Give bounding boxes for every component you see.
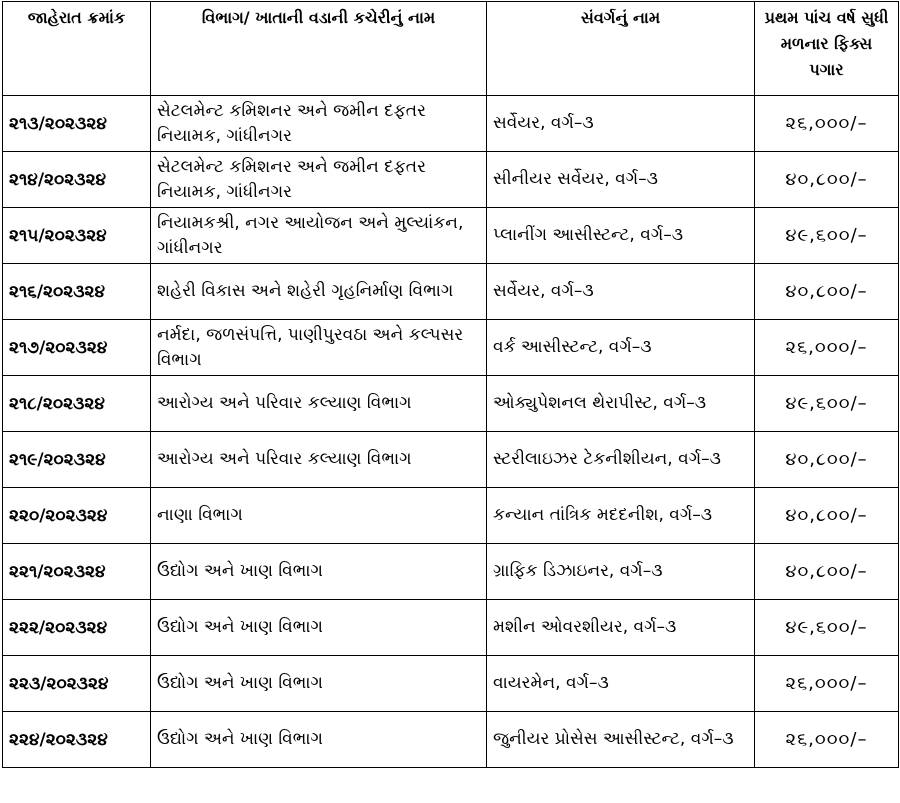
department-cell: નાણા વિભાગ [151, 488, 487, 544]
salary-cell: ૪૦,૮૦૦/– [755, 544, 899, 600]
table-row [3, 600, 899, 656]
advt-no-cell: ૨૧૭/૨૦૨૩૨૪ [3, 320, 151, 376]
salary-cell: ૨૬,૦૦૦/– [755, 320, 899, 376]
post-cell: મશીન ઓવરશીયર, વર્ગ–૩ [487, 600, 755, 656]
advt-no-cell: ૨૧૩/૨૦૨૩૨૪ [3, 96, 151, 152]
advt-no-cell: ૨૧૮/૨૦૨૩૨૪ [3, 376, 151, 432]
department-cell: નર્મદા, જળસંપત્તિ, પાણીપુરવઠા અને કલ્પસર વિભાગ [151, 320, 487, 376]
post-cell: વાયરમેન, વર્ગ–૩ [487, 656, 755, 712]
advt-no-cell: ૨૨૧/૨૦૨૩૨૪ [3, 544, 151, 600]
post-cell: પ્લાનીંગ આસીસ્ટન્ટ, વર્ગ–૩ [487, 208, 755, 264]
salary-cell: ૪૯,૬૦૦/– [755, 208, 899, 264]
post-cell: સર્વેયર, વર્ગ–૩ [487, 264, 755, 320]
table-row [3, 544, 899, 600]
table-row [3, 376, 899, 432]
header-advt-no: જાહેરાત ક્રમાંક [3, 2, 151, 96]
recruitment-table [2, 1, 899, 768]
department-cell: નિયામકશ્રી, નગર આયોજન અને મુલ્યાંકન, ગાંધીનગર [151, 208, 487, 264]
advt-no-cell: ૨૨૨/૨૦૨૩૨૪ [3, 600, 151, 656]
advt-no-cell: ૨૨૩/૨૦૨૩૨૪ [3, 656, 151, 712]
department-cell: સેટલમેન્ટ કમિશનર અને જમીન દફતર નિયામક, ગાંધીનગર [151, 96, 487, 152]
department-cell: ઉદ્યોગ અને ખાણ વિભાગ [151, 544, 487, 600]
department-cell: ઉદ્યોગ અને ખાણ વિભાગ [151, 600, 487, 656]
post-cell: જુનીયર પ્રોસેસ આસીસ્ટન્ટ, વર્ગ–૩ [487, 712, 755, 768]
advt-no-cell: ૨૧૯/૨૦૨૩૨૪ [3, 432, 151, 488]
table-row [3, 152, 899, 208]
advt-no-cell: ૨૧૬/૨૦૨૩૨૪ [3, 264, 151, 320]
table-row [3, 712, 899, 768]
department-cell: આરોગ્ય અને પરિવાર કલ્યાણ વિભાગ [151, 376, 487, 432]
post-cell: સર્વેયર, વર્ગ–૩ [487, 96, 755, 152]
salary-cell: ૪૦,૮૦૦/– [755, 432, 899, 488]
header-department: વિભાગ/ ખાતાની વડાની કચેરીનું નામ [151, 2, 487, 96]
salary-cell: ૪૦,૮૦૦/– [755, 488, 899, 544]
department-cell: શહેરી વિકાસ અને શહેરી ગૃહનિર્માણ વિભાગ [151, 264, 487, 320]
post-cell: વર્ક આસીસ્ટન્ટ, વર્ગ–૩ [487, 320, 755, 376]
header-salary: પ્રથમ પાંચ વર્ષ સુધી મળનાર ફિક્સ પગાર [755, 2, 899, 96]
table-row [3, 432, 899, 488]
salary-cell: ૪૦,૮૦૦/– [755, 152, 899, 208]
salary-cell: ૨૬,૦૦૦/– [755, 96, 899, 152]
department-cell: આરોગ્ય અને પરિવાર કલ્યાણ વિભાગ [151, 432, 487, 488]
table-row [3, 96, 899, 152]
advt-no-cell: ૨૨૦/૨૦૨૩૨૪ [3, 488, 151, 544]
department-cell: ઉદ્યોગ અને ખાણ વિભાગ [151, 712, 487, 768]
post-cell: ઓક્યુપેશનલ થેરાપીસ્ટ, વર્ગ–૩ [487, 376, 755, 432]
post-cell: કન્યાન તાંત્રિક મદદનીશ, વર્ગ–૩ [487, 488, 755, 544]
table-row [3, 208, 899, 264]
salary-cell: ૨૬,૦૦૦/– [755, 712, 899, 768]
table-row [3, 656, 899, 712]
department-cell: ઉદ્યોગ અને ખાણ વિભાગ [151, 656, 487, 712]
advt-no-cell: ૨૧૫/૨૦૨૩૨૪ [3, 208, 151, 264]
table-header-row [3, 2, 899, 96]
post-cell: ગ્રાફિક ડિઝાઇનર, વર્ગ–૩ [487, 544, 755, 600]
post-cell: સીનીયર સર્વેયર, વર્ગ–૩ [487, 152, 755, 208]
advt-no-cell: ૨૧૪/૨૦૨૩૨૪ [3, 152, 151, 208]
salary-cell: ૪૦,૮૦૦/– [755, 264, 899, 320]
department-cell: સેટલમેન્ટ કમિશનર અને જમીન દફતર નિયામક, ગાંધીનગર [151, 152, 487, 208]
salary-cell: ૨૬,૦૦૦/– [755, 656, 899, 712]
post-cell: સ્ટરીલાઇઝર ટેકનીશીયન, વર્ગ–૩ [487, 432, 755, 488]
header-post: સંવર્ગનું નામ [487, 2, 755, 96]
salary-cell: ૪૯,૬૦૦/– [755, 600, 899, 656]
salary-cell: ૪૯,૬૦૦/– [755, 376, 899, 432]
table-row [3, 488, 899, 544]
advt-no-cell: ૨૨૪/૨૦૨૩૨૪ [3, 712, 151, 768]
table-row [3, 320, 899, 376]
table-row [3, 264, 899, 320]
